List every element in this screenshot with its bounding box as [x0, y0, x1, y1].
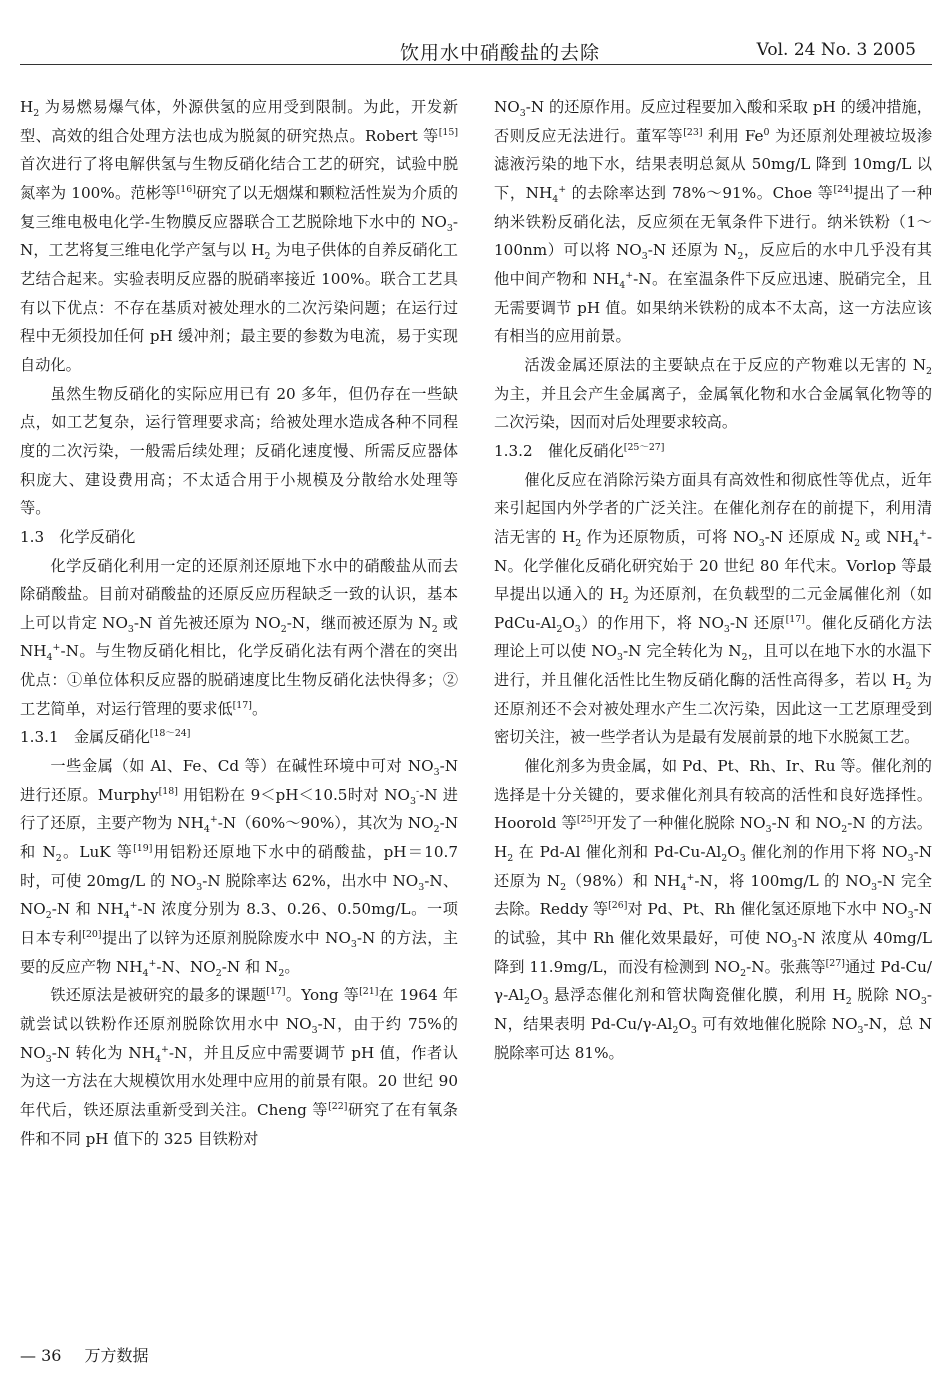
paragraph: 催化剂多为贵金属，如 Pd、Pt、Rh、Ir、Ru 等。催化剂的选择是十分关键的，要求催化剂具有较高的活性和良好选择性。Hoorold 等[25]开发了一种催化脱除 $NO_3-N$ 和 $NO_2-N$ 的方法。$H_2$ 在 Pd-Al 催化剂和 $Pd-Cu-Al_2O_3$ 催化剂的作用下将 $NO_3-N$ 还原为 $N_2(98\%)$和 $NH_4^+-N$，将 100mg/L 的 $NO_3-N$ 完全去除。Reddy 等[26]对 Pd、Pt、Rh 催化氢还原地下水中 $NO_3-N$ 的试验，其中 Rh 催化效果最好，可使 $NO_3-N$ 浓度从 40mg/L 降到 11.9mg/L，而没有检测到 $NO_2-N$。张燕等[27]通过 $Pd-Cu/\gamma-Al_2O_3$ 悬浮态催化剂和管状陶瓷催化膜，利用 $H_2$ 脱除 $NO_3-N$，结果表明 $Pd-Cu/\gamma-Al_2O_3$ 可有效地催化脱除 $NO_3-N$，总 N 脱除率可达 81%。	[494, 757, 933, 1062]
paragraph: $NO_3-N$ 的还原作用。反应过程要加入酸和采取 pH 的缓冲措施，否则反应无法进行。董军等[23] 利用 Fe$^0$ 为还原剂处理被垃圾渗滤液污染的地下水，结果表明总氮从 50mg/L 降到 10mg/L 以下，$NH_4^+$ 的去除率达到 78%～91%。Choe 等[24]提出了一种纳米铁粉反硝化法，反应须在无氧条件下进行。纳米铁粉（1～100nm）可以将 $NO_3-N$ 还原为 $N_2$，反应后的水中几乎没有其他中间产物和 $NH_4^+-N$。在室温条件下反应迅速、脱硝完全，且无需要调节 pH 值。如果纳米铁粉的成本不太高，这一方法应该有相当的应用前景。	[494, 98, 933, 346]
right-column	[494, 93, 932, 1067]
page-number: — 36	[20, 1346, 62, 1365]
section-heading: 1.3.1 金属反硝化[18～24]	[20, 728, 191, 747]
source-label: 万方数据	[84, 1346, 149, 1365]
running-title: 饮用水中硝酸盐的去除	[400, 42, 601, 64]
section-heading: 1.3 化学反硝化	[20, 527, 136, 546]
page-footer	[20, 1343, 149, 1366]
paragraph: $H_2$ 为易燃易爆气体，外源供氢的应用受到限制。为此，开发新型、高效的组合处理方法也成为脱氮的研究热点。Robert 等[15]首次进行了将电解供氢与生物反硝化结合工艺的研究，试验中脱氮率为 100%。范彬等[16]研究了以无烟煤和颗粒活性炭为介质的复三维电极电化学-生物膜反应器联合工艺脱除地下水中的 $NO_3-N$，工艺将复三维电化学产氢与以 $H_2$ 为电子供体的自养反硝化工艺结合起来。实验表明反应器的脱硝率接近 100%。联合工艺具有以下优点：不存在基质对被处理水的二次污染问题；在运行过程中无须投加任何 pH 缓冲剂；最主要的参数为电流，易于实现自动化。	[20, 98, 459, 374]
section-heading: 1.3.2 催化反硝化[25～27]	[494, 441, 665, 460]
journal-volume: Vol. 24 No. 3 2005	[756, 40, 916, 60]
paragraph: 活泼金属还原法的主要缺点在于反应的产物难以无害的 $N_2$ 为主，并且会产生金属离子，金属氧化物和水合金属氧化物等的二次污染，因而对后处理要求较高。	[494, 355, 932, 432]
paragraph: 虽然生物反硝化的实际应用已有 20 多年，但仍存在一些缺点，如工艺复杂，运行管理要求高；给被处理水造成各种不同程度的二次污染，一般需后续处理；反硝化速度慢、所需反应器体积庞大、建设费用高；不太适合用于小规模及分散给水处理等等。	[20, 384, 458, 518]
paragraph: 铁还原法是被研究的最多的课题[17]。Yong 等[21]在 1964 年就尝试以铁粉作还原剂脱除饮用水中 $NO_3-N$，由于约 75%的 $NO_3-N$ 转化为 $NH_4^+-N$，并且反应中需要调节 pH 值，作者认为这一方法在大规模饮用水处理中应用的前景有限。20 世纪 90 年代后，铁还原法重新受到关注。Cheng 等[22]研究了在有氧条件和不同 pH 值下的 325 目铁粉对	[20, 986, 459, 1148]
paragraph: 化学反硝化利用一定的还原剂还原地下水中的硝酸盐从而去除硝酸盐。目前对硝酸盐的还原反应历程缺乏一致的认识，基本上可以肯定 $NO_3-N$ 首先被还原为 $NO_2-N$，继而被还原为 $N_2$ 或 $NH_4^+-N$。与生物反硝化相比，化学反硝化法有两个潜在的突出优点：①单位体积反应器的脱硝速度比生物反硝化法快得多；②工艺简单，对运行管理的要求低[17]。	[20, 556, 458, 718]
page-header	[20, 34, 932, 65]
paragraph: 一些金属（如 Al、Fe、Cd 等）在碱性环境中可对 $NO_3-N$ 进行还原。Murphy[18] 用铝粉在 9＜pH＜10.5时对 $NO_3^--N$ 进行了还原，主要产物为 $NH_4^+-N(60\%\sim 90\%)$，其次为 $NO_2-N$ 和 $N_2$。LuK 等[19]用铝粉还原地下水中的硝酸盐，pH＝10.7 时，可使 20mg/L 的 $NO_3-N$ 脱除率达 62%，出水中 $NO_3-N$、$NO_2-N$ 和 $NH_4^+-N$ 浓度分别为 8.3、0.26、0.50mg/L。一项日本专利[20]提出了以锌为还原剂脱除废水中 $NO_3-N$ 的方法，主要的反应产物 $NH_4^+-N$、$NO_2-N$ 和 $N_2$。	[20, 757, 459, 979]
left-column	[20, 93, 458, 1153]
paragraph: 催化反应在消除污染方面具有高效性和彻底性等优点，近年来引起国内外学者的广泛关注。在催化剂存在的前提下，利用清洁无害的 $H_2$ 作为还原物质，可将 $NO_3-N$ 还原成 $N_2$ 或 $NH_4^+-N$。化学催化反硝化研究始于 20 世纪 80 年代末。Vorlop 等最早提出以通入的 $H_2$ 为还原剂，在负载型的二元金属催化剂（如 PdCu-$Al_2O_3$）的作用下，将 $NO_3-N$ 还原[17]。催化反硝化方法理论上可以使 $NO_3-N$ 完全转化为 $N_2$，且可以在地下水的水温下进行，并且催化活性比生物反硝化酶的活性高得多，若以 $H_2$ 为还原剂还不会对被处理水产生二次污染，因此这一工艺原理受到密切关注，被一些学者认为是最有发展前景的地下水脱氮工艺。	[494, 470, 933, 747]
